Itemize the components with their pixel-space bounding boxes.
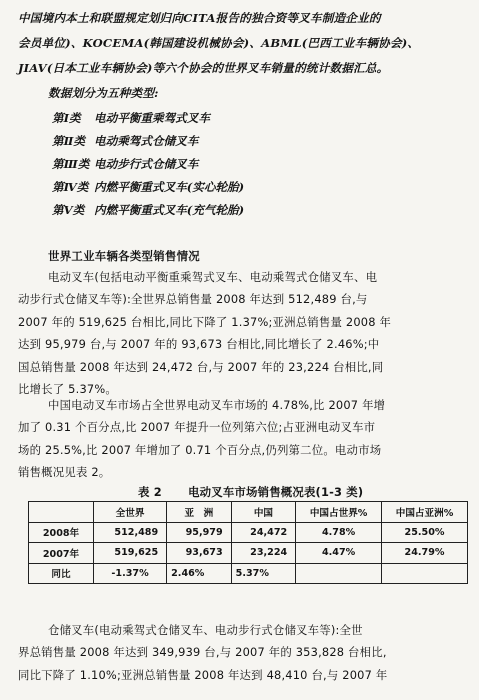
paragraph-china-share: [18, 394, 466, 484]
category-list: [52, 106, 452, 221]
header-cell: [29, 502, 94, 523]
cell-china-world-share: 4.78%: [296, 522, 382, 543]
cell-china-world-share: [296, 563, 382, 584]
paragraph-line: 动步行式仓储叉车等):全世界总销售量 2008 年达到 512,489 台,与: [18, 292, 368, 307]
header-cell: 中国占亚洲%: [382, 502, 468, 523]
paragraph-text: 电动叉车(包括电动平衡重乘驾式叉车、电动乘驾式仓储叉车、电: [48, 270, 378, 284]
table-number: 表 2: [138, 485, 162, 499]
row-label: 2007年: [29, 543, 94, 564]
cell-world: 512,489: [94, 522, 167, 543]
intro-line: JIAV(日本工业车辆协会)等六个协会的世界叉车销量的统计数据汇总。: [18, 61, 389, 75]
cell-china: 24,472: [231, 522, 296, 543]
intro-line: 数据划分为五种类型:: [48, 86, 159, 100]
cell-asia: 95,979: [167, 522, 232, 543]
paragraph-line: 国总销售量 2008 年达到 24,472 台,与 2007 年的 23,224 台相比,同: [18, 359, 384, 374]
paragraph-text: 中国电动叉车市场占全世界电动叉车市场的 4.78%,比 2007 年增: [48, 398, 386, 412]
paragraph-line: 2007 年的 519,625 台相比,同比下降了 1.37%;亚洲总销售量 2008 年: [18, 314, 392, 329]
table-row: [29, 522, 468, 543]
cell-world: -1.37%: [94, 563, 167, 584]
paragraph-line: 销售概况见表 2。: [18, 465, 111, 480]
category-id: 第Ⅰ类: [52, 110, 81, 125]
category-name: 内燃平衡重式叉车(实心轮胎): [94, 179, 245, 194]
cell-asia: 2.46%: [167, 563, 232, 584]
table-row: [29, 543, 468, 564]
table-row: [29, 563, 468, 584]
table-caption: [138, 484, 363, 500]
paragraph-line: 达到 95,979 台,与 2007 年的 93,673 台相比,同比增长了 2.46%;中: [18, 337, 380, 352]
cell-china-world-share: 4.47%: [296, 543, 382, 564]
category-id: 第Ⅱ类: [52, 133, 85, 148]
header-cell: 亚 洲: [167, 502, 232, 523]
paragraph-line: 界总销售量 2008 年达到 349,939 台,与 2007 年的 353,828 台相比,: [18, 645, 387, 660]
row-label: 2008年: [29, 522, 94, 543]
intro-line: 会员单位)、KOCEMA(韩国建设机械协会)、ABML(巴西工业车辆协会)、: [18, 36, 420, 50]
category-item: [52, 152, 452, 175]
category-item: [52, 106, 452, 129]
table-header-row: [29, 502, 468, 523]
category-item: [52, 175, 452, 198]
header-cell: 中国: [231, 502, 296, 523]
cell-china: 23,224: [231, 543, 296, 564]
paragraph-line: 加了 0.31 个百分点,比 2007 年提升一位列第六位;占亚洲电动叉车市: [18, 420, 376, 435]
header-cell: 全世界: [94, 502, 167, 523]
category-item: [52, 129, 452, 152]
paragraph-storage-forklifts: [18, 619, 466, 686]
cell-world: 519,625: [94, 543, 167, 564]
header-cell: 中国占世界%: [296, 502, 382, 523]
cell-asia: 93,673: [167, 543, 232, 564]
paragraph-line: [18, 266, 466, 288]
category-name: 电动步行式仓储叉车: [94, 156, 199, 171]
category-id: 第Ⅲ类: [52, 156, 90, 171]
table-title: 电动叉车市场销售概况表(1-3 类): [188, 485, 364, 499]
paragraph-line: 同比下降了 1.10%;亚洲总销售量 2008 年达到 48,410 台,与 2007 年: [18, 667, 388, 682]
paragraph-line: 比增长了 5.37%。: [18, 382, 117, 397]
intro-line: 中国境内本土和联盟规定划归向CITA报告的独合资等叉车制造企业的: [18, 11, 381, 25]
section-heading: 世界工业车辆各类型销售情况: [48, 249, 200, 263]
category-name: 电动乘驾式仓储叉车: [94, 133, 199, 148]
category-name: 电动平衡重乘驾式叉车: [94, 110, 210, 125]
cell-china-asia-share: 24.79%: [382, 543, 468, 564]
paragraph-electric-forklifts: [18, 266, 466, 400]
cell-china: 5.37%: [231, 563, 296, 584]
paragraph-text: 仓储叉车(电动乘驾式仓储叉车、电动步行式仓储叉车等):全世: [48, 623, 363, 637]
paragraph-line: 场的 25.5%,比 2007 年增加了 0.71 个百分点,仍列第二位。电动市场: [18, 442, 382, 457]
category-item: [52, 198, 452, 221]
paragraph-line: [18, 619, 466, 641]
intro-paragraph: [18, 6, 468, 106]
category-name: 内燃平衡重式叉车(充气轮胎): [94, 202, 245, 217]
category-id: 第Ⅳ类: [52, 179, 89, 194]
category-id: 第Ⅴ类: [52, 202, 85, 217]
paragraph-line: [18, 394, 466, 416]
cell-china-asia-share: 25.50%: [382, 522, 468, 543]
row-label: 同比: [29, 563, 94, 584]
sales-table: [28, 501, 468, 584]
cell-china-asia-share: [382, 563, 468, 584]
